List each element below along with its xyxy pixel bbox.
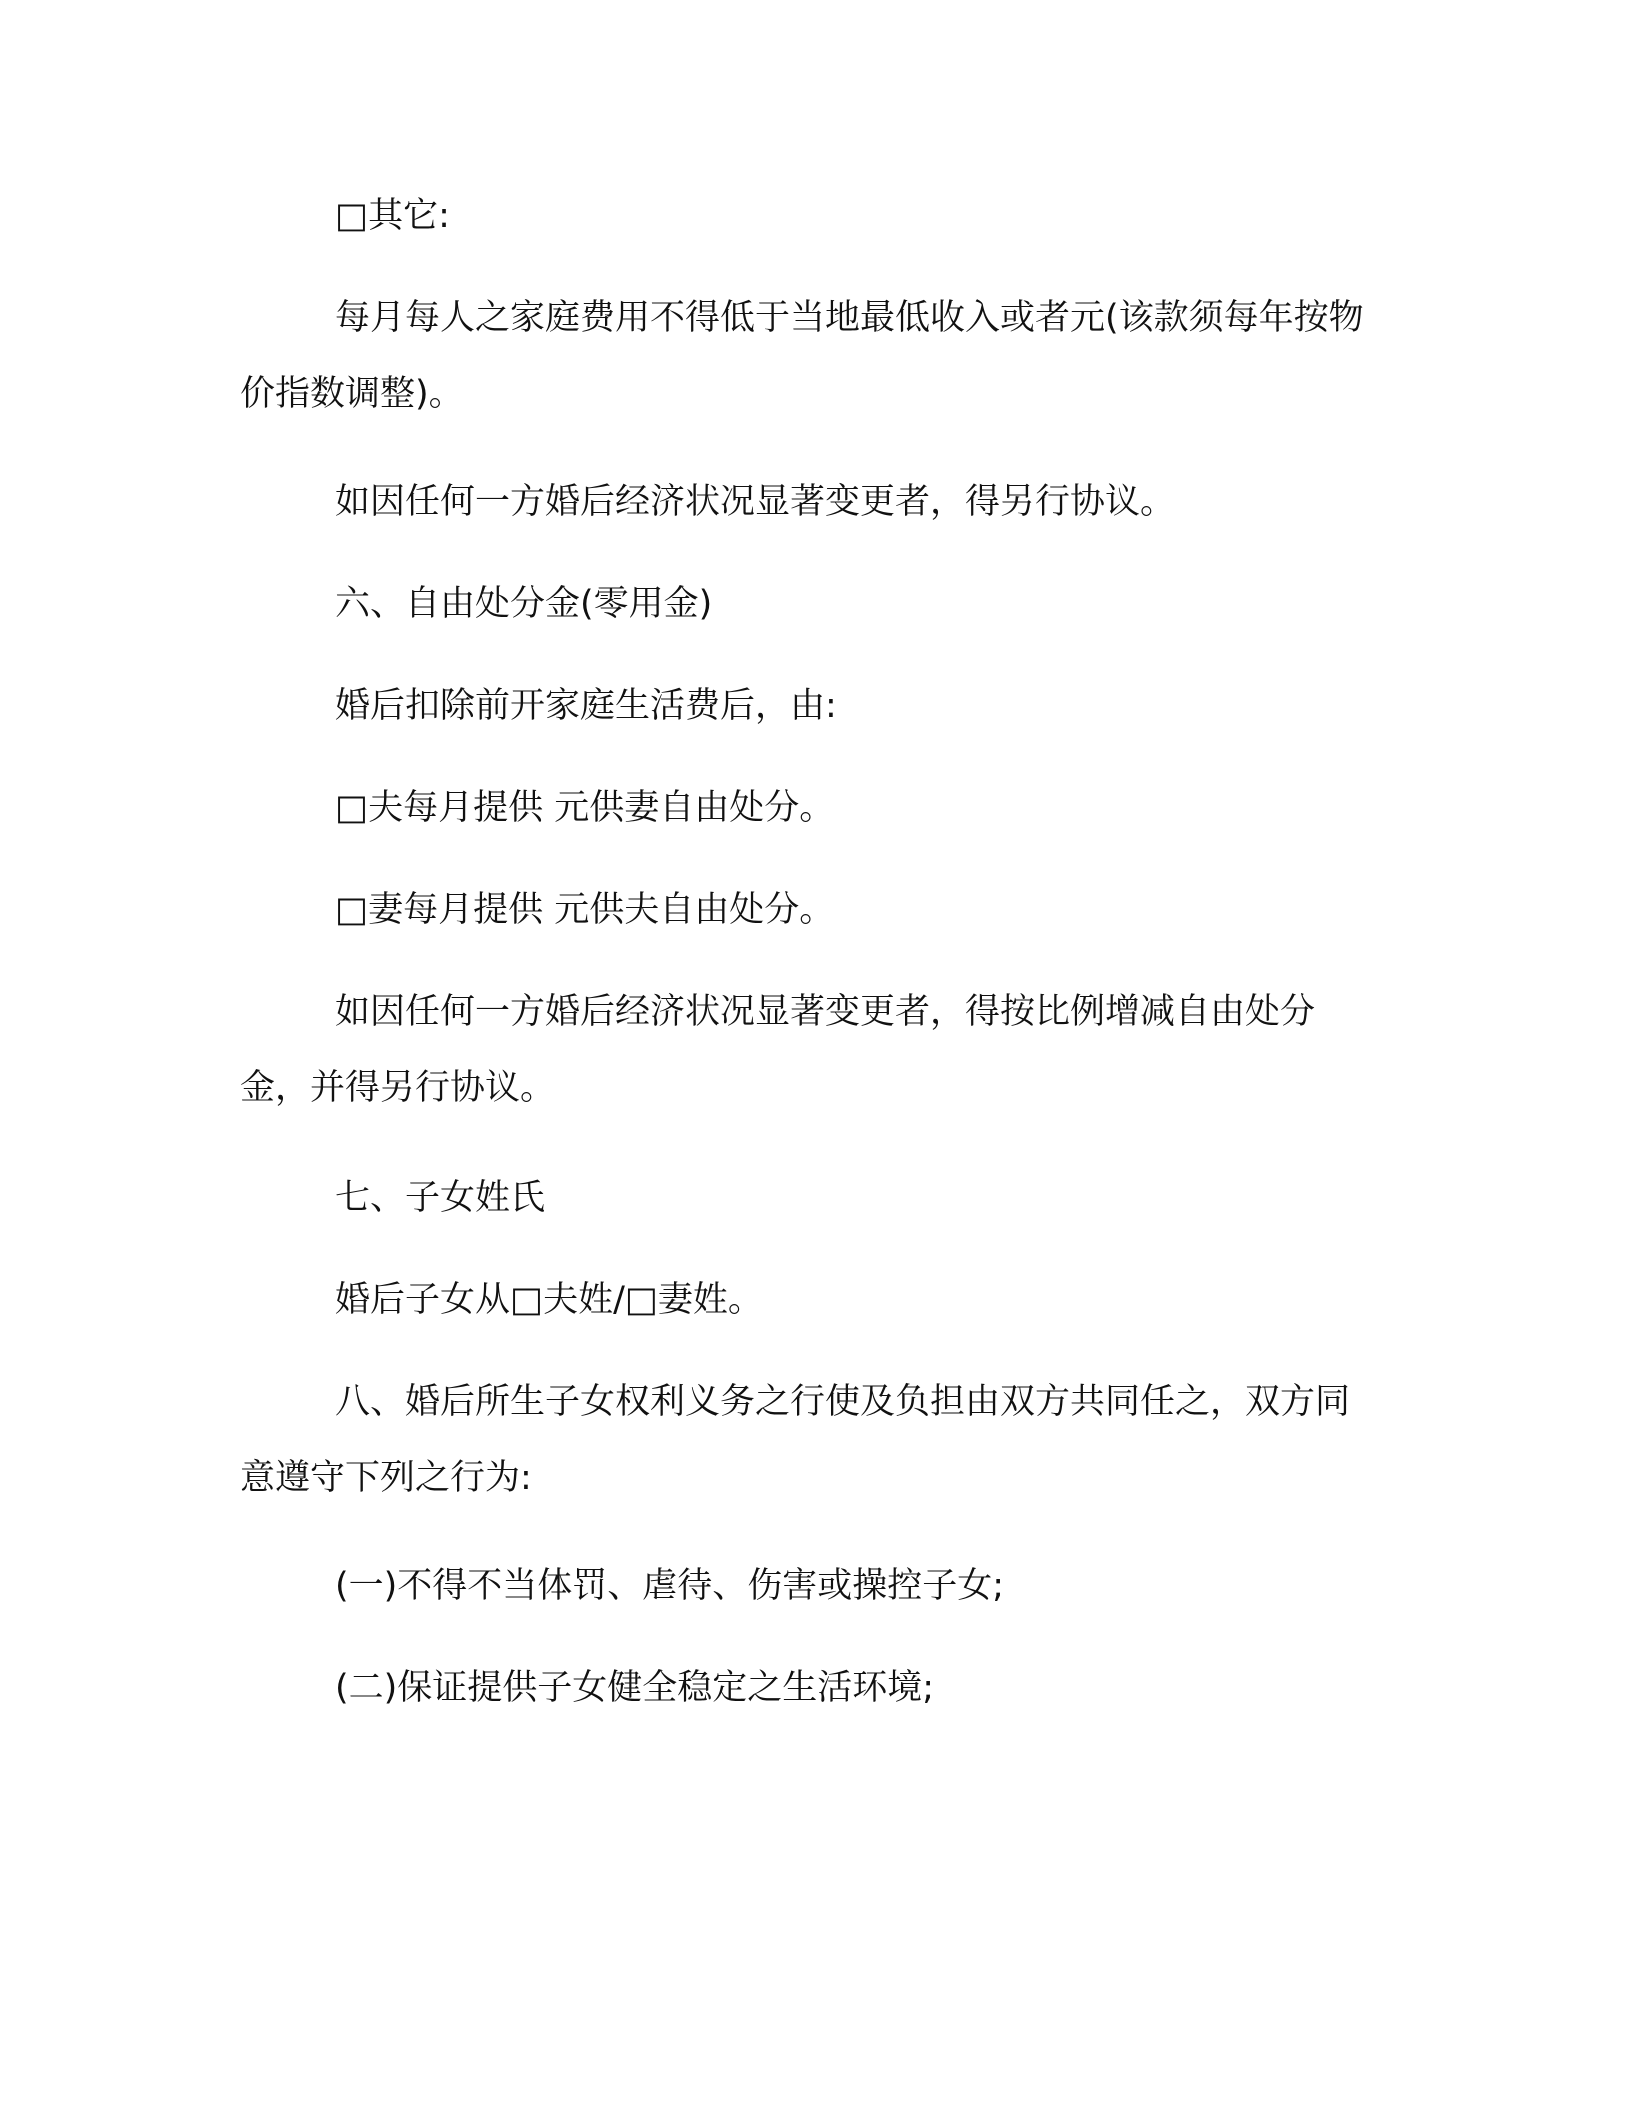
list-item-one: (一)不得不当体罚、虐待、伤害或操控子女; [335, 1566, 1005, 1606]
paragraph-wife-provides: □妻每月提供 元供夫自由处分。 [335, 890, 835, 930]
paragraph-adjust-allowance: 如因任何一方婚后经济状况显著变更者，得按比例增减自由处分金，并得另行协议。 [240, 992, 1316, 1108]
list-item-two: (二)保证提供子女健全稳定之生活环境; [335, 1668, 935, 1708]
document-page [240, 0, 1380, 2112]
paragraph-husband-provides: □夫每月提供 元供妻自由处分。 [335, 788, 835, 828]
paragraph-child-surname: 婚后子女从□夫姓/□妻姓。 [335, 1280, 763, 1320]
paragraph-other-option: □其它: [335, 196, 450, 236]
paragraph-after-deduction: 婚后扣除前开家庭生活费后，由: [335, 686, 837, 726]
heading-section-seven: 七、子女姓氏 [335, 1178, 546, 1218]
paragraph-renegotiate: 如因任何一方婚后经济状况显著变更者，得另行协议。 [335, 482, 1176, 522]
paragraph-household-expense: 每月每人之家庭费用不得低于当地最低收入或者元(该款须每年按物价指数调整)。 [240, 298, 1364, 414]
heading-section-six: 六、自由处分金(零用金) [335, 584, 713, 624]
heading-section-eight: 八、婚后所生子女权利义务之行使及负担由双方共同任之，双方同意遵守下列之行为: [240, 1382, 1351, 1498]
